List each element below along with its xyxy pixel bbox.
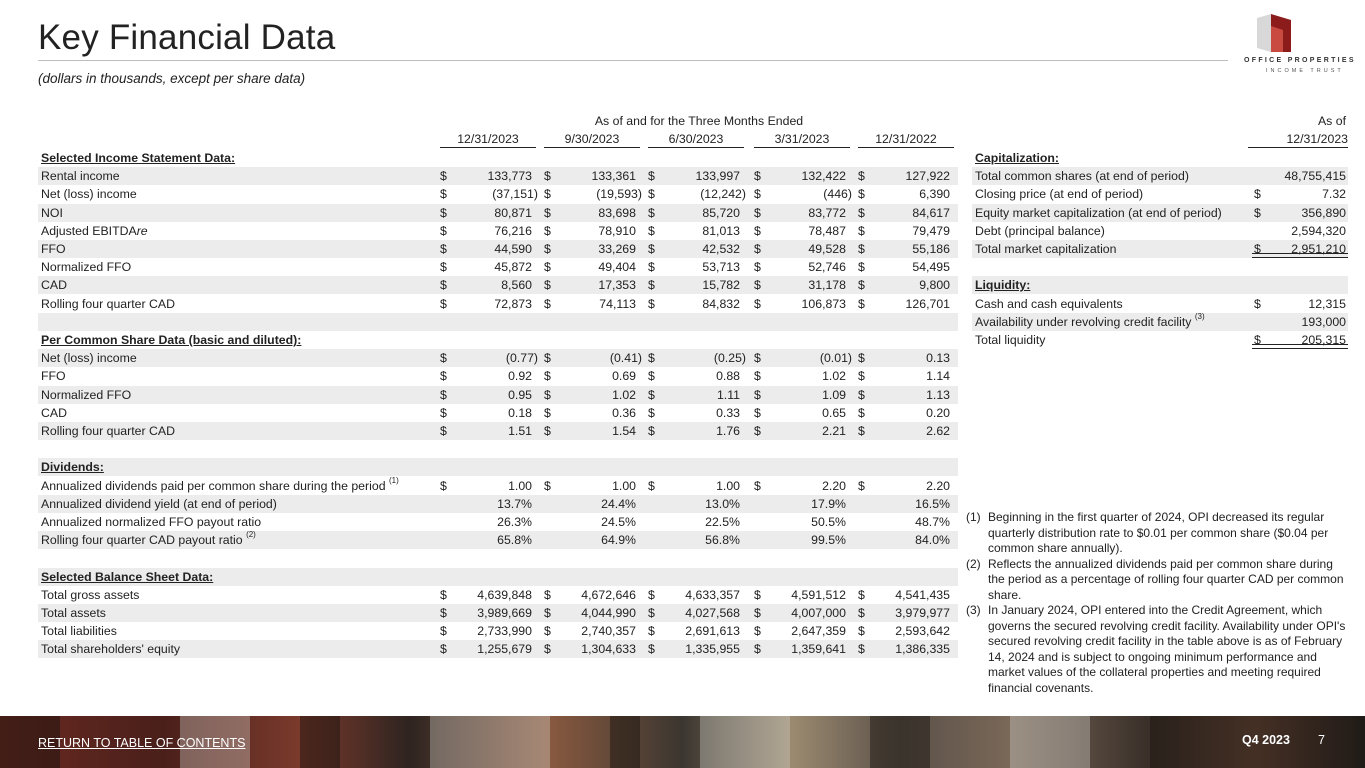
table-cell: $ 49,528 — [754, 242, 846, 256]
table-cell: $ 17,353 — [544, 278, 636, 293]
table-cell: $ 2.20 — [754, 478, 846, 493]
table-cell: $ 45,872 — [440, 260, 532, 275]
table-cell: 13.7% — [497, 496, 532, 511]
row-label: CAD — [41, 278, 67, 293]
table-cell: $ 2,691,613 — [648, 624, 740, 639]
table-cell: $ 2,740,357 — [544, 624, 636, 639]
table-row — [38, 185, 958, 203]
table-cell: $ 1,304,633 — [544, 642, 636, 657]
table-cell: $ 0.69 — [544, 369, 636, 384]
table-row — [38, 349, 958, 367]
table-cell: $ (12,242) — [648, 187, 746, 202]
table-row — [38, 240, 958, 258]
page-title: Key Financial Data — [38, 18, 336, 57]
table-cell: 56.8% — [705, 533, 740, 548]
table-cell: 48.7% — [915, 515, 950, 529]
table-cell: $ 84,832 — [648, 296, 740, 311]
row-label: Adjusted EBITDAre — [41, 223, 148, 238]
column-header: 12/31/2022 — [858, 132, 954, 148]
return-to-toc-link[interactable]: RETURN TO TABLE OF CONTENTS — [38, 736, 246, 750]
table-row — [38, 513, 958, 531]
table-cell: $ 44,590 — [440, 242, 532, 256]
section-heading: Per Common Share Data (basic and diluted): — [41, 333, 302, 347]
table-cell: $ 8,560 — [440, 278, 532, 293]
table-cell: $ 76,216 — [440, 223, 532, 238]
table-row — [38, 222, 958, 240]
table-cell: $ 72,873 — [440, 296, 532, 311]
row-label: Total liquidity — [975, 333, 1046, 347]
table-cell: $ 4,044,990 — [544, 606, 636, 620]
table-cell: $ 1.54 — [544, 424, 636, 438]
table-cell: $ 33,269 — [544, 242, 636, 256]
table-cell: $ 53,713 — [648, 260, 740, 275]
table-cell: $ 0.33 — [648, 405, 740, 420]
table-cell: $ 49,404 — [544, 260, 636, 275]
table-row — [38, 640, 958, 658]
table-cell: $ 127,922 — [858, 169, 950, 184]
row-label: Total common shares (at end of period) — [975, 169, 1189, 184]
table-cell: 22.5% — [705, 515, 740, 529]
table-cell: $ 4,007,000 — [754, 606, 846, 620]
table-cell: $ 54,495 — [858, 260, 950, 275]
row-label: Rolling four quarter CAD payout ratio $^{(2)}$ — [41, 530, 256, 548]
row-label: Cash and cash equivalents — [975, 296, 1123, 311]
cap-row — [972, 276, 1348, 294]
row-label: Total market capitalization — [975, 242, 1117, 256]
table-cell: $ 79,479 — [858, 223, 950, 238]
table-cell: $ (37,151) — [440, 187, 538, 202]
table-row — [38, 386, 958, 404]
table-cell: $ 4,672,646 — [544, 587, 636, 602]
table-period-header: As of and for the Three Months Ended — [594, 114, 804, 128]
row-label: Net (loss) income — [41, 351, 137, 366]
row-label: Normalized FFO — [41, 260, 132, 275]
table-cell: $ 1.14 — [858, 369, 950, 384]
table-cell: $ 4,639,848 — [440, 587, 532, 602]
page-number: 7 — [1318, 733, 1325, 747]
row-label: Annualized dividend yield (at end of period) — [41, 496, 277, 511]
table-row — [38, 167, 958, 185]
table-cell: $ 106,873 — [754, 296, 846, 311]
row-label: Availability under revolving credit facility $^{(3)}$ — [975, 311, 1205, 329]
row-label: Rolling four quarter CAD — [41, 296, 175, 311]
row-label: Total assets — [41, 606, 106, 620]
column-headers — [440, 132, 958, 148]
row-label: Rental income — [41, 169, 120, 184]
table-cell: $ 52,746 — [754, 260, 846, 275]
section-heading: Capitalization: — [975, 151, 1060, 165]
table-cell: $ 0.13 — [858, 351, 950, 366]
table-cell: $ (446) — [754, 187, 852, 202]
table-cell: $ 85,720 — [648, 205, 740, 220]
table-cell: $ 4,027,568 — [648, 606, 740, 620]
table-cell: 65.8% — [497, 533, 532, 548]
table-cell: $ 2,593,642 — [858, 624, 950, 639]
row-label: Closing price (at end of period) — [975, 187, 1144, 202]
row-label: Debt (principal balance) — [975, 223, 1105, 238]
table-cell: $ 2.20 — [858, 478, 950, 493]
cap-row — [972, 149, 1348, 167]
table-row — [38, 204, 958, 222]
table-row — [38, 149, 958, 167]
table-cell: $ 15,782 — [648, 278, 740, 293]
footnote: (1) Beginning in the first quarter of 2024, OPI decreased its regular quarterly distribution rate to $0.01 per common share ($0.04 per common share annually). — [966, 510, 1329, 555]
table-cell: $ 1,359,641 — [754, 642, 846, 657]
table-row — [38, 622, 958, 640]
table-cell: $ (19,593) — [544, 187, 642, 202]
table-row — [38, 477, 958, 495]
footer-quarter: Q4 2023 — [1242, 733, 1290, 747]
table-cell: $ 133,361 — [544, 169, 636, 184]
table-cell: $ 4,633,357 — [648, 587, 740, 602]
table-cell: $ 3,979,977 — [858, 606, 950, 620]
table-cell: $ 1,335,955 — [648, 642, 740, 657]
cap-value: 7.32 — [1322, 187, 1346, 202]
table-cell: $ 2.21 — [754, 424, 846, 438]
table-cell: $ 0.65 — [754, 405, 846, 420]
table-cell: 64.9% — [601, 533, 636, 548]
table-cell: $ (0.01) — [754, 351, 852, 366]
section-heading: Selected Balance Sheet Data: — [41, 569, 214, 584]
cap-row: Total liquidity $ 205,315 — [975, 333, 1346, 347]
table-row — [38, 295, 958, 313]
table-cell: $ 0.20 — [858, 405, 950, 420]
table-row — [38, 313, 958, 331]
cap-date-header: 12/31/2023 — [1248, 132, 1348, 148]
table-cell: $ 81,013 — [648, 223, 740, 238]
cap-row: Cash and cash equivalents $ 12,315 — [975, 296, 1346, 311]
table-cell: $ 1.02 — [754, 369, 846, 384]
cap-row — [972, 258, 1348, 276]
table-cell: 16.5% — [915, 496, 950, 511]
column-header: 6/30/2023 — [648, 132, 744, 148]
table-row — [38, 531, 958, 549]
table-cell: $ 83,772 — [754, 205, 846, 220]
table-cell: $ 84,617 — [858, 205, 950, 220]
cap-value: 2,594,320 — [1291, 223, 1346, 238]
column-header: 12/31/2023 — [440, 132, 536, 148]
total-underline — [1252, 344, 1348, 349]
cap-row: Total market capitalization $ 2,951,210 — [972, 240, 1348, 258]
table-row — [38, 367, 958, 385]
table-cell: $ 1.13 — [858, 387, 950, 402]
row-label: Total gross assets — [41, 587, 140, 602]
table-cell: $ 31,178 — [754, 278, 846, 293]
footnote: (2) Reflects the annualized dividends paid per common share during the period as a percentage of rolling four quarter CAD per common share. — [966, 556, 1344, 602]
table-row — [38, 586, 958, 604]
cap-as-of-label: As of — [1317, 114, 1346, 128]
cap-row — [972, 313, 1348, 331]
footnotes — [966, 510, 1351, 696]
row-label: Net (loss) income — [41, 187, 137, 202]
table-cell: $ 0.92 — [440, 369, 532, 384]
row-label: FFO — [41, 369, 66, 384]
row-label: CAD — [41, 405, 67, 420]
logo-subname: INCOME TRUST — [1266, 68, 1344, 74]
row-label: NOI — [41, 205, 63, 220]
row-label: Annualized normalized FFO payout ratio — [41, 515, 262, 529]
cap-value: 48,755,415 — [1284, 169, 1346, 184]
column-header: 3/31/2023 — [754, 132, 850, 148]
table-row — [38, 458, 958, 476]
table-cell: $ 0.95 — [440, 387, 532, 402]
section-heading: Selected Income Statement Data: — [41, 151, 236, 165]
table-row — [38, 331, 958, 349]
table-cell: $ 132,422 — [754, 169, 846, 184]
logo-mark-icon — [1257, 14, 1291, 52]
table-cell: $ 2,733,990 — [440, 624, 532, 639]
cap-row — [972, 167, 1348, 185]
table-cell: $ 4,591,512 — [754, 587, 846, 602]
table-cell: $ 78,487 — [754, 223, 846, 238]
table-cell: $ 74,113 — [544, 296, 636, 311]
table-cell: $ 78,910 — [544, 223, 636, 238]
row-label: Rolling four quarter CAD — [41, 424, 175, 438]
table-cell: $ 83,698 — [544, 205, 636, 220]
table-cell: $ 1,386,335 — [858, 642, 950, 657]
title-divider — [38, 60, 1228, 61]
table-cell: $ 2,647,359 — [754, 624, 846, 639]
logo-name: OFFICE PROPERTIES — [1244, 57, 1356, 64]
table-cell: $ 133,773 — [440, 169, 532, 184]
cap-value: 12,315 — [1308, 296, 1346, 311]
table-cell: $ 42,532 — [648, 242, 740, 256]
table-cell: $ 4,541,435 — [858, 587, 950, 602]
cap-row — [972, 222, 1348, 240]
table-cell: $ 1,255,679 — [440, 642, 532, 657]
cap-value: 205,315 — [1301, 333, 1346, 347]
table-row — [38, 549, 958, 567]
footnote: (3) In January 2024, OPI entered into the Credit Agreement, which governs the secured revolving credit facility. Availability under OPI's secured revolving credit facility in the table above is as of February 14, 2024 and is subject to ongoing minimum performance and market values of the collateral properties and meeting required financial covenants. — [966, 603, 1346, 695]
footer-banner — [0, 716, 1365, 768]
table-cell: $ 6,390 — [858, 187, 950, 202]
table-row — [38, 404, 958, 422]
table-cell: $ 55,186 — [858, 242, 950, 256]
company-logo — [1244, 14, 1356, 74]
table-cell: $ 0.36 — [544, 405, 636, 420]
table-cell: $ 1.11 — [648, 387, 740, 402]
table-cell: $ 2.62 — [858, 424, 950, 438]
table-row — [38, 604, 958, 622]
table-cell: $ 126,701 — [858, 296, 950, 311]
page-subtitle: (dollars in thousands, except per share data) — [38, 71, 306, 86]
row-label: Normalized FFO — [41, 387, 132, 402]
table-cell: $ 1.00 — [440, 478, 532, 493]
table-cell: $ 9,800 — [858, 278, 950, 293]
table-cell: $ 80,871 — [440, 205, 532, 220]
table-cell: 99.5% — [811, 533, 846, 548]
table-cell: $ 1.09 — [754, 387, 846, 402]
table-cell: 50.5% — [811, 515, 846, 529]
section-heading: Dividends: — [41, 460, 104, 475]
row-label: Total liabilities — [41, 624, 117, 639]
table-cell: 84.0% — [915, 533, 950, 548]
row-label: FFO — [41, 242, 66, 256]
table-cell: $ 0.18 — [440, 405, 532, 420]
table-cell: $ (0.77) — [440, 351, 538, 366]
table-cell: $ 1.02 — [544, 387, 636, 402]
table-row — [38, 422, 958, 440]
table-cell: $ (0.41) — [544, 351, 642, 366]
cap-value: 2,951,210 — [1291, 242, 1346, 256]
row-label: Annualized dividends paid per common share during the period $^{(1)}$ — [41, 475, 399, 493]
table-cell: $ 1.00 — [544, 478, 636, 493]
table-cell: 17.9% — [811, 496, 846, 511]
cap-value: 356,890 — [1301, 205, 1346, 220]
cap-value: 193,000 — [1301, 314, 1346, 329]
table-cell: $ 133,997 — [648, 169, 740, 184]
table-row — [38, 276, 958, 294]
table-row — [38, 568, 958, 586]
table-cell: 24.5% — [601, 515, 636, 529]
row-label: Equity market capitalization (at end of period) — [975, 205, 1222, 220]
table-row — [38, 495, 958, 513]
cap-row: Closing price (at end of period) $ 7.32 — [975, 187, 1346, 202]
table-cell: $ 1.00 — [648, 478, 740, 493]
row-label: Total shareholders' equity — [41, 642, 181, 657]
table-cell: $ 0.88 — [648, 369, 740, 384]
section-heading: Liquidity: — [975, 278, 1031, 293]
table-row — [38, 440, 958, 458]
table-cell: 26.3% — [497, 515, 532, 529]
table-cell: $ (0.25) — [648, 351, 746, 366]
table-cell: 13.0% — [705, 496, 740, 511]
table-cell: $ 1.51 — [440, 424, 532, 438]
table-cell: $ 3,989,669 — [440, 606, 532, 620]
table-cell: 24.4% — [601, 496, 636, 511]
cap-row: Equity market capitalization (at end of period) $ 356,890 — [972, 204, 1348, 222]
column-header: 9/30/2023 — [544, 132, 640, 148]
table-row — [38, 258, 958, 276]
table-cell: $ 1.76 — [648, 424, 740, 438]
